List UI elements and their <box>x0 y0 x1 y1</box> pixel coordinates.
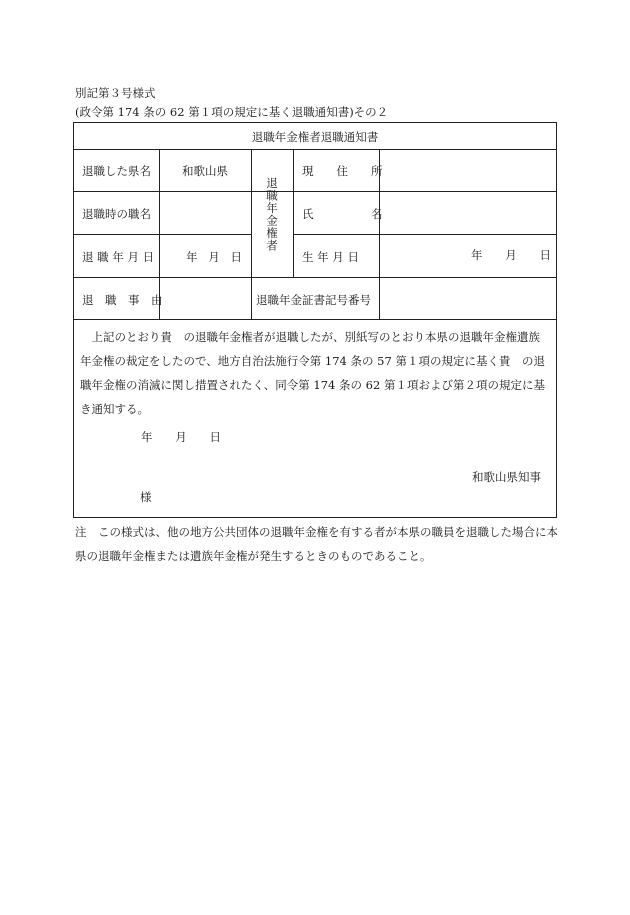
issue-date <box>141 429 221 445</box>
year-unit: 年 <box>186 250 198 264</box>
birth-date-field <box>471 247 551 263</box>
divider <box>74 234 251 235</box>
divider <box>74 319 556 320</box>
value-prefecture-retired: 和歌山県 <box>182 164 228 178</box>
notification-text: 上記のとおり貴 の退職年金権者が退職したが、別紙写のとおり本県の退職年金権遺族年金権の裁定をしたので、地方自治法施行令第 174 条の 57 第１項の規定に基く貴 の退職年金権の消滅に関し措置されたく、同令第 174 条の 62 第１項および第２項の規定に基き通知する。 <box>80 330 545 416</box>
divider <box>293 234 556 235</box>
label-name: 氏 名 <box>302 207 383 221</box>
footnote: 注 この様式は、他の地方公共団体の退職年金権を有する者が本県の職員を退職した場合に本県の退職年金権または遺族年金権が発生するときのものであること。 <box>75 525 558 563</box>
issuer: 和歌山県知事 <box>472 470 541 484</box>
year-unit: 年 <box>471 248 483 262</box>
label-birth-date: 生 年 月 日 <box>302 250 359 264</box>
day-unit: 日 <box>230 250 242 264</box>
divider <box>74 277 556 278</box>
month-unit: 月 <box>175 430 187 444</box>
divider <box>74 191 556 192</box>
notification-form <box>73 122 557 518</box>
year-unit: 年 <box>141 430 153 444</box>
form-basis: (政令第 174 条の 62 第１項の規定に基く退職通知書)その２ <box>75 105 389 119</box>
label-pensioner-group: 退職年金権者 <box>265 177 279 252</box>
day-unit: 日 <box>209 430 221 444</box>
month-unit: 月 <box>505 248 517 262</box>
label-job-title: 退職時の職名 <box>82 207 151 221</box>
divider <box>293 149 294 277</box>
day-unit: 日 <box>539 248 551 262</box>
form-title: 退職年金権者退職通知書 <box>251 130 379 144</box>
label-retirement-date: 退 職 年 月 日 <box>82 250 155 264</box>
retirement-date-field <box>186 249 242 265</box>
label-certificate-number: 退職年金証書記号番号 <box>256 293 371 307</box>
addressee-suffix: 様 <box>140 490 152 504</box>
month-unit: 月 <box>208 250 220 264</box>
label-retirement-reason: 退 職 事 由 <box>82 293 163 307</box>
label-address: 現 住 所 <box>302 164 383 178</box>
divider <box>74 149 556 150</box>
label-prefecture-retired: 退職した県名 <box>82 164 151 178</box>
form-number: 別記第３号様式 <box>75 86 156 100</box>
divider <box>251 149 252 319</box>
